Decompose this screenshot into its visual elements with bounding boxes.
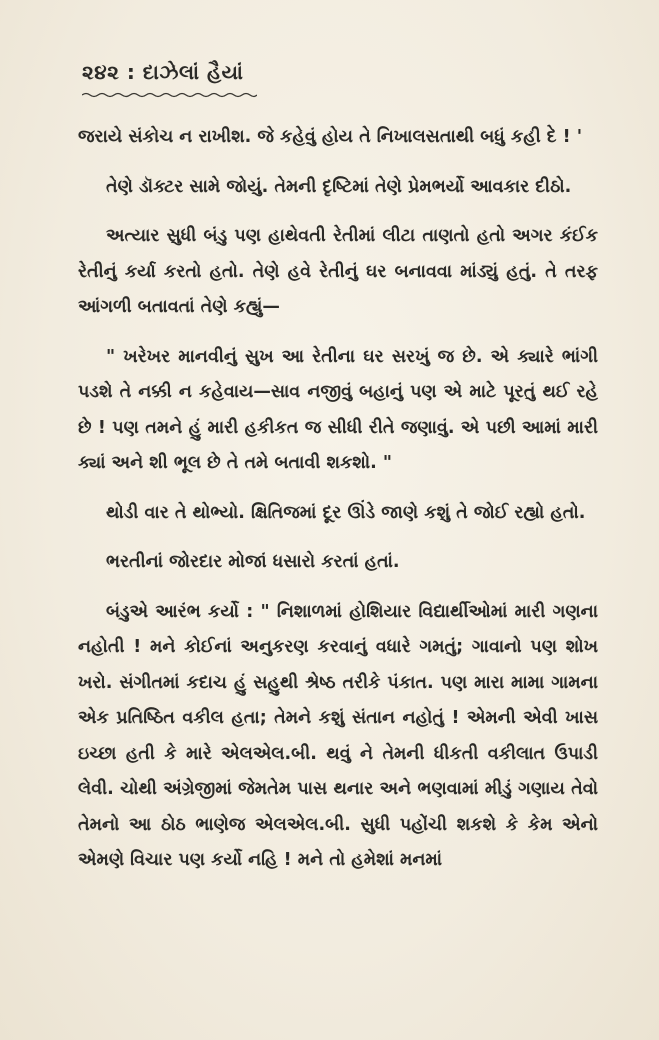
paragraph: અત્યાર સુધી બંડુ પણ હાથેવતી રેતીમાં લીટા તાણતો હતો અગર કંઈક રેતીનું કર્યા કરતો હતો. તેણે હવે રેતીનું ઘર બનાવવા માંડ્યું હતું. તે તરફ આંગળી બતાવતાં તેણે કહ્યું— [78, 226, 598, 317]
header-wavy-rule [82, 92, 257, 98]
paragraph: થોડી વાર તે થોભ્યો. ક્ષિતિજમાં દૂર ઊંડે જાણે કશું તે જોઈ રહ્યો હતો. [106, 502, 586, 523]
paragraph: " ખરેખર માનવીનું સુખ આ રેતીના ઘર સરખું જ છે. એ ક્યારે ભાંગી પડશે તે નક્કી ન કહેવાય—સાવ નજીવું બહાનું પણ એ માટે પૂરતું થઈ રહે છે ! પણ તમને હું મારી હકીકત જ સીધી રીતે જણાવું. એ પછી આમાં મારી ક્યાં અને શી ભૂલ છે તે તમે બતાવી શકશો. " [78, 346, 598, 473]
page-header: ૨૪૨ : દાઝેલાં હૈયાં [82, 60, 244, 84]
paragraph: ભરતીનાં જોરદાર મોજાં ધસારો કરતાં હતાં. [106, 552, 400, 572]
paragraph: બંડુએ આરંભ કર્યો : " નિશાળમાં હોશિયાર વિદ્યાર્થીઓમાં મારી ગણના નહોતી ! મને કોઈનાં અનુકરણ કરવાનું વધારે ગમતું; ગાવાનો પણ શોખ ખરો. સંગીતમાં કદાચ હું સહુથી શ્રેષ્ઠ તરીકે પંકાત. પણ મારા મામા ગામના એક પ્રતિષ્ઠિત વકીલ હતા; તેમને કશું સંતાન નહોતું ! એમની એવી ખાસ ઇચ્છા હતી કે મારે એલએલ.બી. થવું ને તેમની ધીકતી વકીલાત ઉપાડી લેવી. ચોથી અંગ્રેજીમાં જેમતેમ પાસ થનાર અને ભણવામાં મીડું ગણાય તેવો તેમનો આ ઠોઠ ભાણેજ એલએલ.બી. સુધી પહોંચી શકશે કે કેમ એનો એમણે વિચાર પણ કર્યો નહિ ! મને તો હમેશાં મનમાં [78, 601, 598, 870]
paragraph: તેણે ડૉક્ટર સામે જોયું. તેમની દૃષ્ટિમાં તેણે પ્રેમભર્યો આવકાર દીઠો. [106, 176, 572, 197]
body-text [78, 120, 598, 893]
paragraph: જરાયે સંકોચ ન રાખીશ. જે કહેવું હોય તે નિખાલસતાથી બધું કહી દે ! ' [78, 127, 583, 147]
